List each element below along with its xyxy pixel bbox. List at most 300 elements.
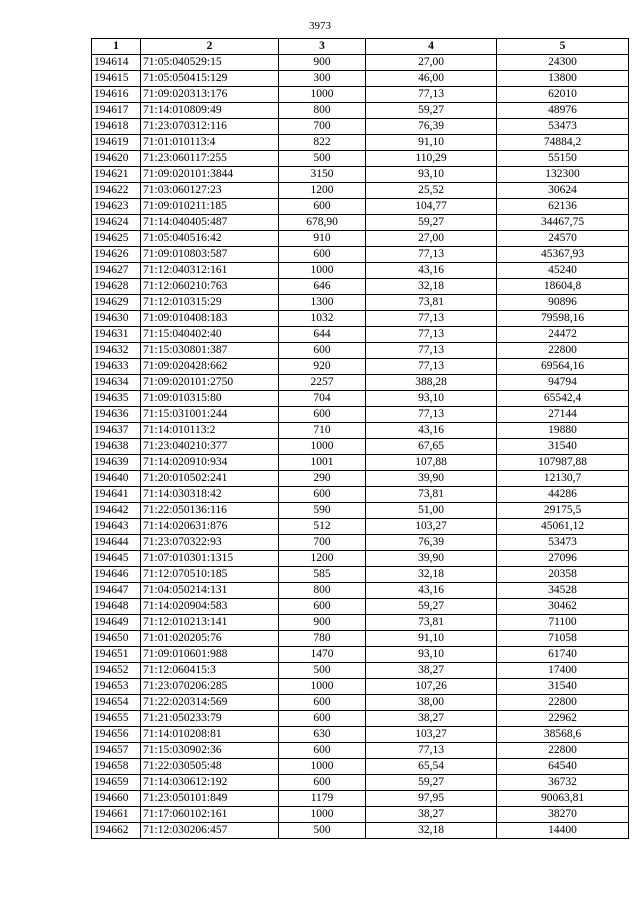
table-cell: 12130,7: [497, 471, 629, 487]
table-cell: 39,90: [366, 551, 497, 567]
table-cell: 194630: [92, 311, 141, 327]
table-cell: 71:12:060415:3: [141, 663, 279, 679]
table-row: [92, 535, 629, 551]
table-cell: 300: [279, 71, 366, 87]
table-cell: 194627: [92, 263, 141, 279]
table-cell: 194646: [92, 567, 141, 583]
table-cell: 93,10: [366, 647, 497, 663]
table-cell: 194636: [92, 407, 141, 423]
column-header: 2: [141, 39, 279, 55]
table-cell: 194637: [92, 423, 141, 439]
table-body: [92, 55, 629, 839]
table-cell: 822: [279, 135, 366, 151]
table-cell: 110,29: [366, 151, 497, 167]
table-cell: 704: [279, 391, 366, 407]
table-cell: 1000: [279, 679, 366, 695]
table-cell: 1000: [279, 759, 366, 775]
table-cell: 77,13: [366, 343, 497, 359]
table-cell: 194618: [92, 119, 141, 135]
table-cell: 194654: [92, 695, 141, 711]
table-cell: 71:09:020428:662: [141, 359, 279, 375]
table-cell: 71:03:060127:23: [141, 183, 279, 199]
table-cell: 590: [279, 503, 366, 519]
table-header-row: [92, 39, 629, 55]
table-cell: 194644: [92, 535, 141, 551]
table-cell: 644: [279, 327, 366, 343]
table-cell: 194649: [92, 615, 141, 631]
table-cell: 71:12:010213:141: [141, 615, 279, 631]
table-cell: 71:15:040402:40: [141, 327, 279, 343]
table-cell: 39,90: [366, 471, 497, 487]
table-cell: 71:07:010301:1315: [141, 551, 279, 567]
table-cell: 194615: [92, 71, 141, 87]
table-cell: 71:12:070510:185: [141, 567, 279, 583]
table-cell: 22962: [497, 711, 629, 727]
table-cell: 93,10: [366, 391, 497, 407]
table-cell: 38,27: [366, 711, 497, 727]
table-cell: 71:09:020313:176: [141, 87, 279, 103]
table-cell: 71:09:010211:185: [141, 199, 279, 215]
table-cell: 900: [279, 615, 366, 631]
table-cell: 600: [279, 599, 366, 615]
table-row: [92, 215, 629, 231]
table-cell: 76,39: [366, 119, 497, 135]
table-cell: 20358: [497, 567, 629, 583]
table-cell: 71:14:030318:42: [141, 487, 279, 503]
table-cell: 43,16: [366, 263, 497, 279]
table-row: [92, 439, 629, 455]
table-cell: 500: [279, 151, 366, 167]
table-cell: 512: [279, 519, 366, 535]
table-cell: 76,39: [366, 535, 497, 551]
table-cell: 55150: [497, 151, 629, 167]
table-cell: 1000: [279, 263, 366, 279]
table-row: [92, 631, 629, 647]
table-row: [92, 647, 629, 663]
table-cell: 1001: [279, 455, 366, 471]
table-cell: 1200: [279, 183, 366, 199]
column-header: 1: [92, 39, 141, 55]
table-cell: 71:23:070206:285: [141, 679, 279, 695]
table-row: [92, 295, 629, 311]
table-row: [92, 471, 629, 487]
table-cell: 71:14:020904:583: [141, 599, 279, 615]
table-row: [92, 167, 629, 183]
table-cell: 132300: [497, 167, 629, 183]
table-row: [92, 807, 629, 823]
table-cell: 71:14:010208:81: [141, 727, 279, 743]
table-cell: 59,27: [366, 775, 497, 791]
table-cell: 194624: [92, 215, 141, 231]
table-row: [92, 551, 629, 567]
table-cell: 91,10: [366, 135, 497, 151]
table-cell: 71:23:050101:849: [141, 791, 279, 807]
table-cell: 59,27: [366, 215, 497, 231]
table-cell: 71:09:010601:988: [141, 647, 279, 663]
table-cell: 71:22:050136:116: [141, 503, 279, 519]
table-cell: 600: [279, 343, 366, 359]
table-cell: 38,00: [366, 695, 497, 711]
table-cell: 600: [279, 711, 366, 727]
table-cell: 36732: [497, 775, 629, 791]
table-cell: 71:14:010113:2: [141, 423, 279, 439]
table-cell: 77,13: [366, 311, 497, 327]
table-cell: 194653: [92, 679, 141, 695]
table-row: [92, 119, 629, 135]
table-cell: 71:15:031001:244: [141, 407, 279, 423]
table-cell: 1000: [279, 87, 366, 103]
table-cell: 194621: [92, 167, 141, 183]
table-row: [92, 279, 629, 295]
table-cell: 678,90: [279, 215, 366, 231]
table-cell: 61740: [497, 647, 629, 663]
table-row: [92, 519, 629, 535]
table-cell: 77,13: [366, 327, 497, 343]
table-row: [92, 487, 629, 503]
table-cell: 77,13: [366, 407, 497, 423]
table-row: [92, 151, 629, 167]
table-cell: 290: [279, 471, 366, 487]
table-cell: 194619: [92, 135, 141, 151]
table-cell: 194648: [92, 599, 141, 615]
table-cell: 194622: [92, 183, 141, 199]
table-cell: 74884,2: [497, 135, 629, 151]
table-cell: 64540: [497, 759, 629, 775]
table-cell: 44286: [497, 487, 629, 503]
table-cell: 25,52: [366, 183, 497, 199]
table-cell: 45240: [497, 263, 629, 279]
table-cell: 32,18: [366, 567, 497, 583]
table-cell: 71:23:060117:255: [141, 151, 279, 167]
table-cell: 59,27: [366, 599, 497, 615]
table-cell: 59,27: [366, 103, 497, 119]
table-row: [92, 311, 629, 327]
table-cell: 104,77: [366, 199, 497, 215]
table-cell: 71:23:070322:93: [141, 535, 279, 551]
table-cell: 71:12:010315:29: [141, 295, 279, 311]
table-cell: 65542,4: [497, 391, 629, 407]
table-cell: 77,13: [366, 359, 497, 375]
table-cell: 630: [279, 727, 366, 743]
table-row: [92, 455, 629, 471]
table-cell: 71:14:040405:487: [141, 215, 279, 231]
table-cell: 107,26: [366, 679, 497, 695]
table-row: [92, 503, 629, 519]
table-cell: 600: [279, 407, 366, 423]
table-cell: 38,27: [366, 807, 497, 823]
table-cell: 67,65: [366, 439, 497, 455]
table-cell: 103,27: [366, 519, 497, 535]
table-cell: 103,27: [366, 727, 497, 743]
table-row: [92, 759, 629, 775]
table-row: [92, 695, 629, 711]
table-row: [92, 407, 629, 423]
table-cell: 69564,16: [497, 359, 629, 375]
table-cell: 65,54: [366, 759, 497, 775]
table-cell: 34467,75: [497, 215, 629, 231]
table-cell: 71:22:030505:48: [141, 759, 279, 775]
table-cell: 194661: [92, 807, 141, 823]
table-cell: 600: [279, 695, 366, 711]
table-cell: 1300: [279, 295, 366, 311]
table-cell: 194643: [92, 519, 141, 535]
table-cell: 600: [279, 487, 366, 503]
table-cell: 17400: [497, 663, 629, 679]
table-row: [92, 103, 629, 119]
table-cell: 24472: [497, 327, 629, 343]
table-row: [92, 343, 629, 359]
table-row: [92, 391, 629, 407]
table-cell: 194628: [92, 279, 141, 295]
table-cell: 71:20:010502:241: [141, 471, 279, 487]
table-cell: 71:12:030206:457: [141, 823, 279, 839]
table-cell: 71:04:050214:131: [141, 583, 279, 599]
table-cell: 646: [279, 279, 366, 295]
table-cell: 73,81: [366, 615, 497, 631]
table-cell: 71:23:070312:116: [141, 119, 279, 135]
table-row: [92, 247, 629, 263]
table-row: [92, 183, 629, 199]
table-cell: 194635: [92, 391, 141, 407]
table-cell: 194658: [92, 759, 141, 775]
table-cell: 93,10: [366, 167, 497, 183]
table-row: [92, 663, 629, 679]
table-cell: 51,00: [366, 503, 497, 519]
table-cell: 194614: [92, 55, 141, 71]
table-cell: 194660: [92, 791, 141, 807]
table-cell: 24570: [497, 231, 629, 247]
table-cell: 91,10: [366, 631, 497, 647]
table-cell: 194632: [92, 343, 141, 359]
table-row: [92, 135, 629, 151]
table-cell: 194651: [92, 647, 141, 663]
table-cell: 71:05:040529:15: [141, 55, 279, 71]
table-cell: 194645: [92, 551, 141, 567]
table-cell: 97,95: [366, 791, 497, 807]
table-row: [92, 727, 629, 743]
table-row: [92, 823, 629, 839]
column-header: 5: [497, 39, 629, 55]
table-cell: 194625: [92, 231, 141, 247]
table-row: [92, 679, 629, 695]
table-row: [92, 791, 629, 807]
table-cell: 194623: [92, 199, 141, 215]
table-cell: 194647: [92, 583, 141, 599]
table-cell: 900: [279, 55, 366, 71]
table-row: [92, 359, 629, 375]
table-row: [92, 71, 629, 87]
table-cell: 77,13: [366, 247, 497, 263]
table-cell: 31540: [497, 439, 629, 455]
table-cell: 1032: [279, 311, 366, 327]
table-cell: 107,88: [366, 455, 497, 471]
table-cell: 45367,93: [497, 247, 629, 263]
table-cell: 22800: [497, 343, 629, 359]
table-cell: 14400: [497, 823, 629, 839]
table-cell: 53473: [497, 535, 629, 551]
table-row: [92, 567, 629, 583]
table-cell: 3150: [279, 167, 366, 183]
table-cell: 500: [279, 663, 366, 679]
table-cell: 500: [279, 823, 366, 839]
table-cell: 32,18: [366, 823, 497, 839]
table-cell: 800: [279, 103, 366, 119]
table-cell: 194620: [92, 151, 141, 167]
table-cell: 22800: [497, 743, 629, 759]
table-cell: 71:14:010809:49: [141, 103, 279, 119]
table-cell: 73,81: [366, 295, 497, 311]
table-cell: 107987,88: [497, 455, 629, 471]
table-cell: 194634: [92, 375, 141, 391]
table-cell: 27,00: [366, 55, 497, 71]
table-cell: 90063,81: [497, 791, 629, 807]
table-cell: 194655: [92, 711, 141, 727]
table-cell: 710: [279, 423, 366, 439]
page-number: 3973: [309, 20, 331, 32]
table-cell: 194659: [92, 775, 141, 791]
table-cell: 77,13: [366, 87, 497, 103]
table-cell: 194650: [92, 631, 141, 647]
table-cell: 194616: [92, 87, 141, 103]
table-cell: 24300: [497, 55, 629, 71]
table-cell: 71058: [497, 631, 629, 647]
table-cell: 30462: [497, 599, 629, 615]
table-cell: 194626: [92, 247, 141, 263]
table-cell: 194633: [92, 359, 141, 375]
table-row: [92, 775, 629, 791]
table-cell: 73,81: [366, 487, 497, 503]
table-cell: 38,27: [366, 663, 497, 679]
table-cell: 194640: [92, 471, 141, 487]
table-cell: 62136: [497, 199, 629, 215]
table-cell: 1470: [279, 647, 366, 663]
table-row: [92, 711, 629, 727]
table-cell: 32,18: [366, 279, 497, 295]
table-cell: 194641: [92, 487, 141, 503]
table-cell: 43,16: [366, 583, 497, 599]
table-cell: 600: [279, 247, 366, 263]
table-cell: 71:15:030801:387: [141, 343, 279, 359]
table-cell: 71:22:020314:569: [141, 695, 279, 711]
table-cell: 71100: [497, 615, 629, 631]
table-cell: 22800: [497, 695, 629, 711]
table-cell: 700: [279, 535, 366, 551]
table-cell: 71:09:020101:2750: [141, 375, 279, 391]
table-cell: 388,28: [366, 375, 497, 391]
table-cell: 194639: [92, 455, 141, 471]
table-cell: 71:14:020631:876: [141, 519, 279, 535]
table-row: [92, 743, 629, 759]
table-cell: 600: [279, 775, 366, 791]
table-cell: 79598,16: [497, 311, 629, 327]
column-header: 4: [366, 39, 497, 55]
table-cell: 71:12:060210:763: [141, 279, 279, 295]
table-row: [92, 615, 629, 631]
table-cell: 48976: [497, 103, 629, 119]
table-cell: 45061,12: [497, 519, 629, 535]
table-cell: 13800: [497, 71, 629, 87]
column-header: 3: [279, 39, 366, 55]
table-cell: 71:09:010315:80: [141, 391, 279, 407]
table-cell: 34528: [497, 583, 629, 599]
table-row: [92, 55, 629, 71]
table-row: [92, 375, 629, 391]
table-row: [92, 87, 629, 103]
table-cell: 31540: [497, 679, 629, 695]
table-cell: 71:14:020910:934: [141, 455, 279, 471]
table-cell: 27,00: [366, 231, 497, 247]
table-cell: 780: [279, 631, 366, 647]
table-cell: 1000: [279, 439, 366, 455]
table-row: [92, 599, 629, 615]
table-cell: 62010: [497, 87, 629, 103]
table-row: [92, 583, 629, 599]
table-cell: 71:05:050415:129: [141, 71, 279, 87]
data-table: [91, 38, 629, 839]
table-cell: 18604,8: [497, 279, 629, 295]
table-cell: 910: [279, 231, 366, 247]
table-cell: 90896: [497, 295, 629, 311]
table-row: [92, 231, 629, 247]
table-cell: 27144: [497, 407, 629, 423]
table-cell: 600: [279, 199, 366, 215]
table-cell: 38270: [497, 807, 629, 823]
table-cell: 194657: [92, 743, 141, 759]
table-cell: 46,00: [366, 71, 497, 87]
table-cell: 800: [279, 583, 366, 599]
table-cell: 194631: [92, 327, 141, 343]
table-cell: 38568,6: [497, 727, 629, 743]
table-cell: 71:23:040210:377: [141, 439, 279, 455]
table-cell: 1179: [279, 791, 366, 807]
table-cell: 30624: [497, 183, 629, 199]
table-cell: 194617: [92, 103, 141, 119]
table-cell: 194656: [92, 727, 141, 743]
table-cell: 600: [279, 743, 366, 759]
table-cell: 53473: [497, 119, 629, 135]
table-cell: 19880: [497, 423, 629, 439]
table-cell: 71:09:010408:183: [141, 311, 279, 327]
table-cell: 71:01:020205:76: [141, 631, 279, 647]
table-row: [92, 199, 629, 215]
table-cell: 77,13: [366, 743, 497, 759]
table-cell: 1200: [279, 551, 366, 567]
table-cell: 194642: [92, 503, 141, 519]
table-cell: 71:09:010803:587: [141, 247, 279, 263]
table-cell: 43,16: [366, 423, 497, 439]
table-cell: 194629: [92, 295, 141, 311]
table-cell: 71:05:040516:42: [141, 231, 279, 247]
table-cell: 2257: [279, 375, 366, 391]
table-cell: 585: [279, 567, 366, 583]
table-cell: 71:17:060102:161: [141, 807, 279, 823]
table-cell: 94794: [497, 375, 629, 391]
table-cell: 71:01:010113:4: [141, 135, 279, 151]
table-cell: 71:12:040312:161: [141, 263, 279, 279]
table-cell: 1000: [279, 807, 366, 823]
table-cell: 71:15:030902:36: [141, 743, 279, 759]
table-cell: 194662: [92, 823, 141, 839]
table-cell: 71:09:020101:3844: [141, 167, 279, 183]
table-cell: 71:21:050233:79: [141, 711, 279, 727]
table-cell: 71:14:030612:192: [141, 775, 279, 791]
table-cell: 29175,5: [497, 503, 629, 519]
table-row: [92, 263, 629, 279]
table-cell: 194652: [92, 663, 141, 679]
table-cell: 194638: [92, 439, 141, 455]
table-cell: 700: [279, 119, 366, 135]
table-cell: 27096: [497, 551, 629, 567]
